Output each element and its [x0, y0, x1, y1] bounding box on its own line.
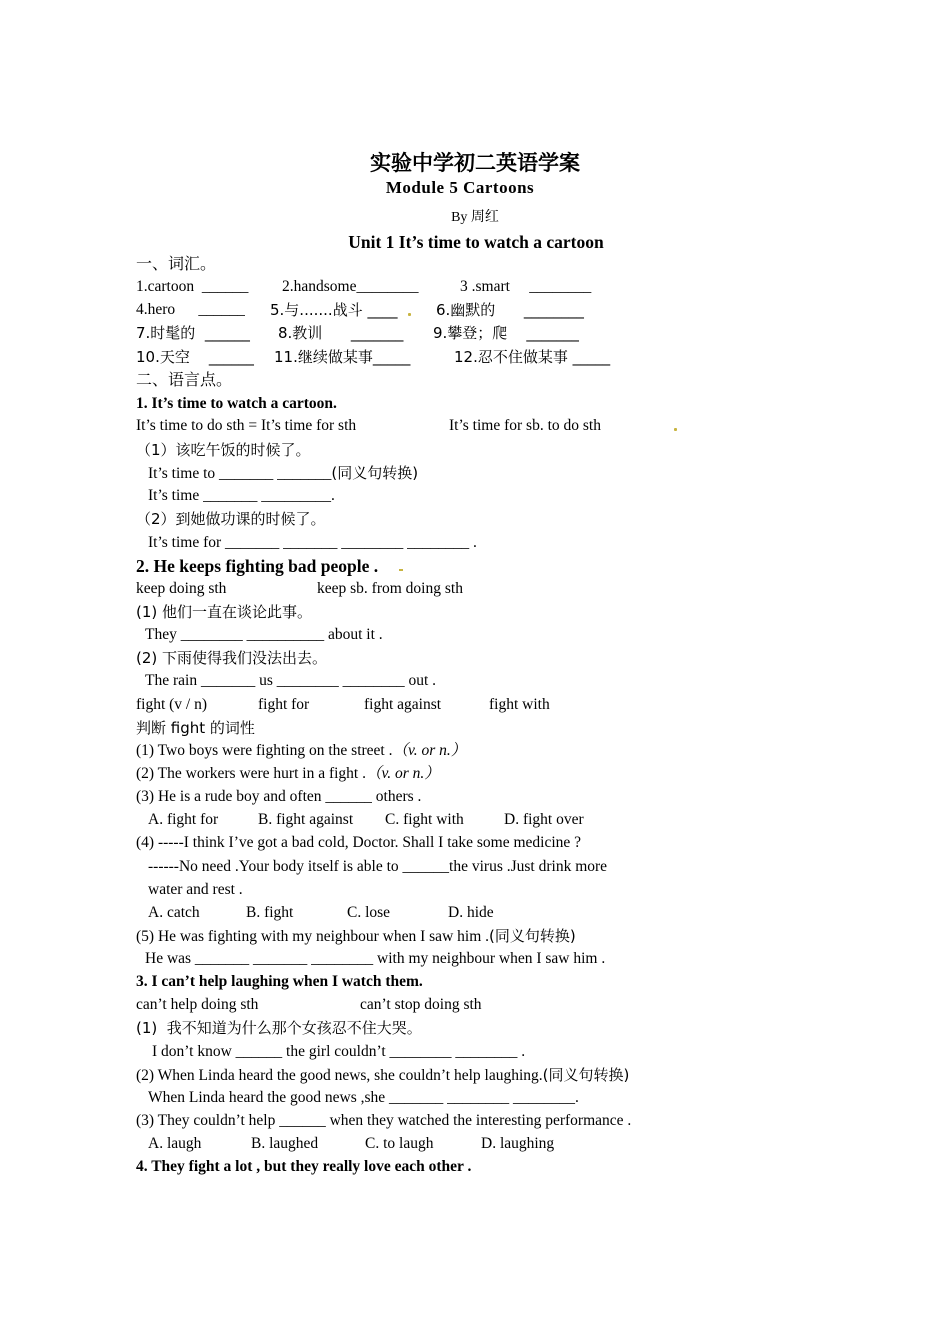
unit-title: Unit 1 It’s time to watch a cartoon: [348, 232, 604, 252]
exercise-text: (2) The workers were hurt in a fight .: [136, 765, 366, 782]
stray-mark: [399, 569, 403, 571]
option: D. hide: [448, 904, 494, 921]
vocab-item: 9.攀登；爬 _______: [433, 324, 579, 342]
option: D. laughing: [481, 1135, 555, 1152]
exercise-note: (同义句转换): [542, 1066, 630, 1084]
exercise-line: When Linda heard the good news ,she _______ ________ ________.: [148, 1089, 579, 1106]
fight-form: fight for: [258, 696, 310, 713]
pattern-text: keep doing sth: [136, 580, 227, 597]
module-title: Module 5 Cartoons: [385, 178, 535, 197]
exercise-prompt: (1) 我不知道为什么那个女孩忍不住大哭。: [136, 1019, 422, 1037]
option: A. laugh: [148, 1135, 202, 1152]
vocab-heading: 一、词汇。: [136, 254, 217, 273]
point-4-title: 4. They fight a lot , but they really love each other .: [136, 1158, 472, 1175]
pattern-text: can’t stop doing sth: [360, 996, 482, 1013]
exercise-line: [136, 764, 440, 784]
vocab-item: 11.继续做某事_____: [274, 348, 411, 366]
option: A. catch: [148, 904, 200, 921]
exercise-line: [136, 926, 576, 947]
document-title: 实验中学初二英语学案: [370, 151, 580, 175]
vocab-item: 6.幽默的 ________: [436, 301, 584, 319]
exercise-line: (3) They couldn’t help ______ when they watched the interesting performance .: [136, 1112, 632, 1129]
exercise-line: (3) He is a rude boy and often ______ others .: [136, 788, 422, 805]
vocab-item: 5.与.......战斗 ____: [270, 301, 398, 319]
pattern-text: keep sb. from doing sth: [317, 580, 463, 597]
vocab-item: 4.hero ______: [136, 301, 245, 318]
option: C. lose: [347, 904, 391, 921]
pattern-text: It’s time to do sth = It’s time for sth: [136, 417, 357, 434]
stray-mark: [674, 428, 677, 431]
fight-form: fight (v / n): [136, 696, 208, 713]
author-name: 周红: [470, 209, 499, 225]
by-label: By: [451, 210, 471, 225]
exercise-note: (同义句转换): [331, 464, 419, 482]
grammar-heading: 二、语言点。: [136, 370, 233, 389]
exercise-text: (2) When Linda heard the good news, she couldn’t help laughing.: [136, 1067, 543, 1084]
stray-mark: [408, 313, 411, 316]
exercise-line: The rain _______ us ________ ________ out .: [145, 672, 437, 689]
exercise-line: It’s time for _______ _______ ________ ________ .: [148, 534, 477, 551]
exercise-prompt: （1）该吃午饭的时候了。: [136, 441, 311, 459]
vocab-item: 1.cartoon ______: [136, 278, 249, 295]
point-1-title: 1. It’s time to watch a cartoon.: [136, 395, 337, 412]
vocab-item: 7.时髦的 ______: [136, 324, 250, 342]
exercise-line: (4) -----I think I’ve got a bad cold, Doctor. Shall I take some medicine ?: [136, 834, 582, 851]
exercise-line: I don’t know ______ the girl couldn’t ________ ________ .: [152, 1043, 526, 1060]
vocab-item: 10.天空 ______: [136, 348, 254, 366]
exercise-line: water and rest .: [148, 881, 243, 898]
exercise-line: ------No need .Your body itself is able to ______the virus .Just drink more: [148, 858, 608, 875]
option: C. to laugh: [365, 1135, 434, 1152]
fight-form: fight with: [489, 696, 550, 713]
author-line: [0, 207, 950, 228]
vocab-item: 3 .smart ________: [460, 278, 592, 295]
exercise-choice: （v. or n.）: [366, 765, 440, 782]
point-2-title: 2. He keeps fighting bad people .: [136, 556, 379, 576]
exercise-prompt: (2) 下雨使得我们没法出去。: [136, 649, 328, 667]
pattern-text: can’t help doing sth: [136, 996, 259, 1013]
pattern-text: It’s time for sb. to do sth: [449, 417, 601, 434]
option: A. fight for: [148, 811, 219, 828]
exercise-prompt: （2）到她做功课的时候了。: [136, 510, 326, 528]
exercise-note: (同义句转换): [489, 927, 576, 945]
option: B. fight against: [258, 811, 354, 828]
exercise-text: (1) Two boys were fighting on the street .: [136, 742, 393, 759]
exercise-text: (5) He was fighting with my neighbour when I saw him .: [136, 928, 489, 945]
exercise-line: He was _______ _______ ________ with my neighbour when I saw him .: [145, 950, 606, 967]
exercise-line: [148, 463, 418, 484]
option: C. fight with: [385, 811, 464, 828]
exercise-line: They ________ __________ about it .: [145, 626, 383, 643]
exercise-choice: （v. or n.）: [392, 742, 467, 759]
blank-line: It’s time to _______ _______: [148, 465, 332, 482]
option: D. fight over: [504, 811, 584, 828]
vocab-item: 8.教训 _______: [278, 324, 404, 342]
vocab-item: 12.忍不住做某事 _____: [454, 348, 611, 366]
fight-form: fight against: [364, 696, 442, 713]
exercise-line: It’s time _______ _________.: [148, 487, 335, 504]
vocab-item: 2.handsome________: [282, 278, 419, 295]
exercise-prompt: (1) 他们一直在谈论此事。: [136, 603, 313, 621]
exercise-line: [136, 1065, 629, 1086]
option: B. laughed: [251, 1135, 319, 1152]
exercise-line: [136, 741, 466, 761]
exercise-prompt: 判断 fight 的词性: [136, 719, 255, 737]
point-3-title: 3. I can’t help laughing when I watch them.: [136, 973, 423, 990]
option: B. fight: [246, 904, 294, 921]
